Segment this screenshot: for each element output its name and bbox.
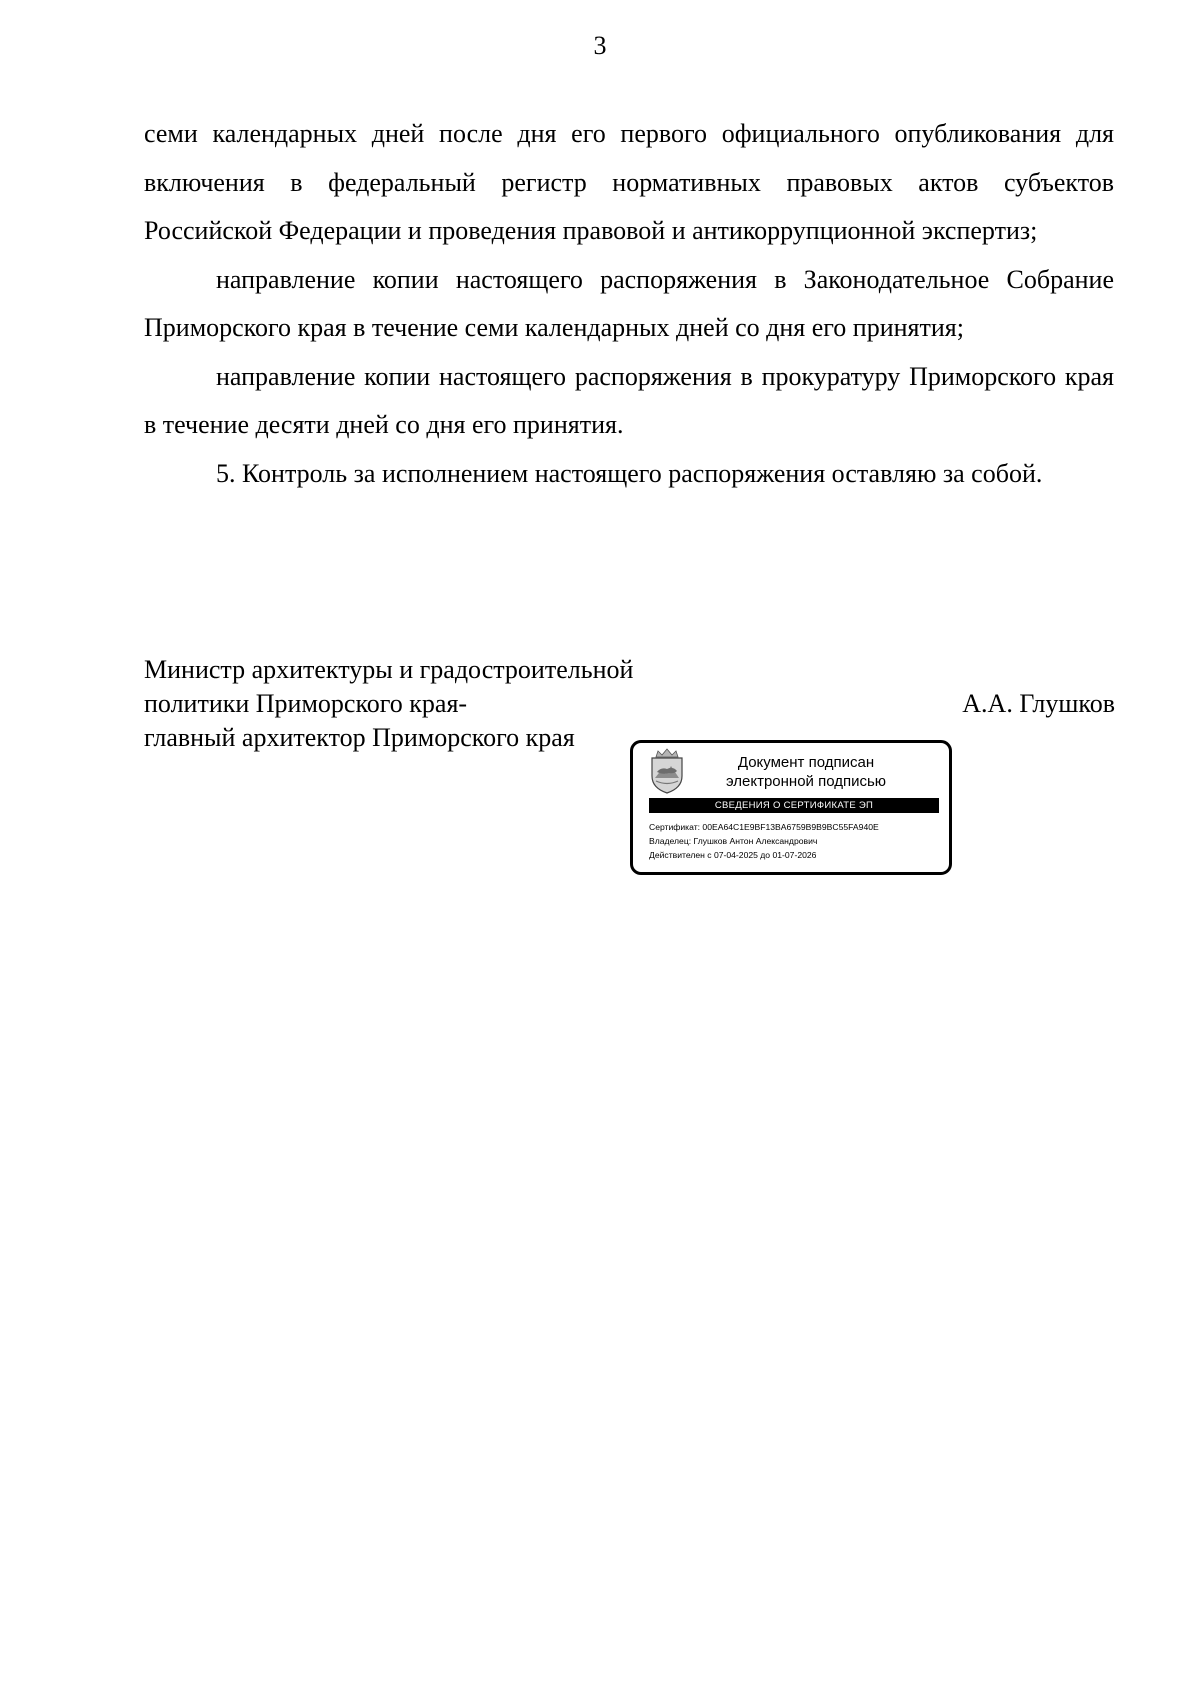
certificate-details <box>649 820 949 862</box>
primorsky-krai-coat-of-arms-icon <box>647 748 687 794</box>
certificate-info-bar: СВЕДЕНИЯ О СЕРТИФИКАТЕ ЭП <box>649 798 939 813</box>
certificate-number: Сертификат: 00EA64C1E9BF13BA6759B9B9BC55FA940E <box>649 822 879 832</box>
electronic-signature-stamp <box>630 740 952 875</box>
signatory-position-line: Министр архитектуры и градостроительной <box>144 655 634 684</box>
signatory-position-line: главный архитектор Приморского края <box>144 723 575 752</box>
signatory-position-line: политики Приморского края- <box>144 689 468 718</box>
paragraph-publication-deadline: семи календарных дней после дня его первого официального опубликования для включения в федеральный регистр нормативных правовых актов субъектов Российской Федерации и проведения правовой и антикоррупционной экспертиз; <box>144 119 1114 245</box>
stamp-heading-line1: Документ подписан <box>737 754 875 771</box>
page-number: 3 <box>593 31 607 60</box>
paragraph-item-5-control: 5. Контроль за исполнением настоящего распоряжения оставляю за собой. <box>216 458 1043 488</box>
stamp-heading-line2: электронной подписью <box>725 773 887 790</box>
certificate-owner: Владелец: Глушков Антон Александрович <box>649 836 818 846</box>
signatory-position <box>144 653 704 755</box>
paragraph-copy-to-legislative-assembly: направление копии настоящего распоряжения в Законодательное Собрание Приморского края в течение семи календарных дней со дня его принятия; <box>144 264 1114 342</box>
signatory-name: А.А. Глушков <box>962 689 1115 718</box>
document-body <box>144 110 1114 498</box>
certificate-validity: Действителен с 07-04-2025 до 01-07-2026 <box>649 850 817 860</box>
stamp-heading <box>691 753 921 791</box>
paragraph-copy-to-prosecutor: направление копии настоящего распоряжения в прокуратуру Приморского края в течение десяти дней со дня его принятия. <box>144 361 1114 439</box>
